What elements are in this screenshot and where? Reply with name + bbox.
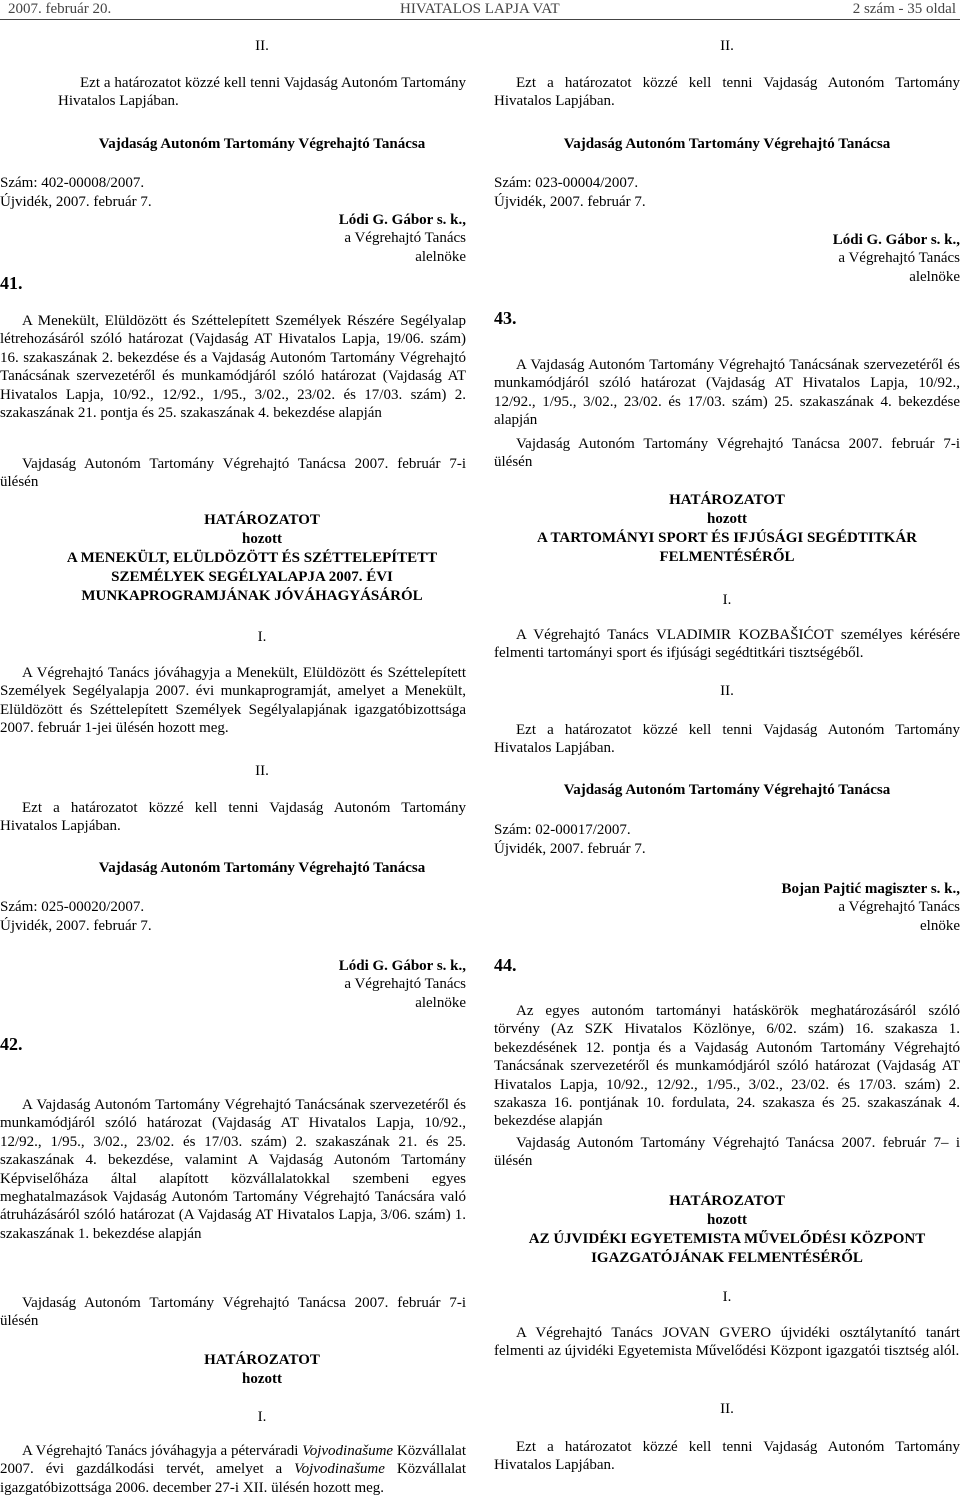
decision-43-title-2: FELMENTÉSÉRŐL [659,549,795,565]
signer-org: a Végrehajtó Tanács [838,250,960,267]
reference-number: Szám: 025-00020/2007. [0,899,145,915]
running-header [0,0,960,18]
decision-41-body: A Végrehajtó Tanács jóváhagyja a Menekült, Elüldözött és Széttelepített Személyek Segélyalapja 2007. évi munkaprogramját, amelyet a Menekült, Elüldözött és Széttelepített Személyek Segélyalapjának igazgatóbizottsága 2007. február 1-jei ülésén hozott meg. [0,665,466,737]
council-name: Vajdaság Autonóm Tartomány Végrehajtó Tanácsa [98,136,426,152]
signer-name: Lódi G. Gábor s. k., [338,958,466,974]
decision-43-body: A Végrehajtó Tanács VLADIMIR KOZBAŠIĆOT személyes kérésére felmenti tartományi sport és ifjúsági segédtitkári tisztségéből. [494,627,960,662]
section-roman: II. [255,38,269,54]
header-page: 2 szám - 35 oldal [852,1,956,17]
publication-clause: Ezt a határozatot közzé kell tenni Vajdaság Autonóm Tartomány Hivatalos Lapjában. [0,800,466,835]
signature-block [58,211,466,266]
signer-org: a Végrehajtó Tanács [838,899,960,916]
signer-name: Bojan Pajtić magiszter s. k., [781,881,960,897]
place-date: Újvidék, 2007. február 7. [0,194,152,210]
company-name: Vojvodinašume [294,1461,385,1478]
decision-43-title-1: A TARTOMÁNYI SPORT ÉS IFJÚSÁGI SEGÉDTITKÁR [536,530,917,546]
decision-43-preamble: A Vajdaság Autonóm Tartomány Végrehajtó Tanácsának szervezetéről és munkamódjáról szóló határozat (Vajdaság AT Hivatalos Lapja, 10/92., 12/92., 1/95., 3/02., 23/02. és 17/03. szám) 25. szakaszának 4. bekezdése alapján [494,357,960,429]
heading-hatarozatot: HATÁROZATOT [204,512,320,528]
signer-role: alelnöke [415,248,466,265]
reference-number: Szám: 023-00004/2007. [494,175,639,191]
heading-hozott: hozott [707,1212,747,1228]
council-name: Vajdaság Autonóm Tartomány Végrehajtó Tanácsa [563,136,891,152]
heading-hozott: hozott [707,511,747,527]
reference-number: Szám: 402-00008/2007. [0,175,145,191]
section-roman: II. [255,763,269,779]
decision-42-preamble: A Vajdaság Autonóm Tartomány Végrehajtó Tanácsának szervezetéről és munkamódjáról szóló határozat (Vajdaság AT Hivatalos Lapja, 10/92., 12/92., 1/95., 3/02., 23/02. és 17/03. szám) 2. szakaszának 21. és 25. szakaszának 4. bekezdése, valamint A Vajdaság Autonóm Tartomány Képviselőháza által alapított közvállalatokkal szembeni egyes meghatalmazások Vajdaság Autonóm Tartomány Végrehajtó Tanácsára való átruházásáról szóló határozat (A Vajdaság AT Hivatalos Lapja, 3/06. szám) 1. szakaszának 1. bekezdése alapján [0,1097,466,1242]
company-name: Vojvodinašume [302,1443,394,1459]
decision-number-42: 42. [0,1034,23,1054]
place-date: Újvidék, 2007. február 7. [0,918,152,934]
section-roman: I. [722,1289,732,1305]
section-roman: II. [720,38,734,54]
heading-hatarozatot: HATÁROZATOT [669,492,785,508]
signer-role: alelnöke [415,994,466,1011]
place-date: Újvidék, 2007. február 7. [494,841,646,857]
section-roman: II. [720,683,734,699]
decision-44-title-2: IGAZGATÓJÁNAK FELMENTÉSÉRŐL [591,1250,863,1266]
decision-41-preamble: A Menekült, Elüldözött és Széttelepített Személyek Részére Segélyalap létrehozásáról szóló határozat (Vajdaság AT Hivatalos Lapja, 19/06. szám) 16. szakaszának 2. bekezdése és a Vajdaság Autonóm Tartomány Végrehajtó Tanácsának szervezetéről és munkamódjáról szóló határozat (Vajdaság AT Hivatalos Lapja, 10/92., 12/92., 1/95., 3/02., 23/02. és 17/03. szám) 2. szakaszának 21. pontja és 25. szakaszának 4. bekezdése alapján [0,313,466,422]
section-roman: II. [720,1401,734,1417]
section-roman: I. [722,592,732,608]
decision-44-body: A Végrehajtó Tanács JOVAN GVERO újvidéki osztálytanító tanárt felmenti az újvidéki Egyetemista Művelődési Központ igazgatói tisztség alól. [494,1325,960,1360]
publication-clause: Ezt a határozatot közzé kell tenni Vajdaság Autonóm Tartomány Hivatalos Lapjában. [494,1439,960,1474]
place-date: Újvidék, 2007. február 7. [494,194,646,210]
signer-role: elnöke [920,917,960,934]
signature-block [494,231,960,286]
heading-hatarozatot: HATÁROZATOT [204,1352,320,1368]
signature-block [58,957,466,1012]
body-text: Közvállalat 2007. évi gazdálkodási tervét, amelyet a [0,1443,466,1478]
decision-41-session: Vajdaság Autonóm Tartomány Végrehajtó Tanácsa 2007. február 7-i ülésén [0,456,466,491]
reference-number: Szám: 02-00017/2007. [494,822,631,838]
decision-44-session: Vajdaság Autonóm Tartomány Végrehajtó Tanácsa 2007. február 7– i ülésén [494,1135,960,1170]
header-title: HIVATALOS LAPJA VAT [400,1,560,17]
decision-42-session: Vajdaság Autonóm Tartomány Végrehajtó Tanácsa 2007. február 7-i ülésén [0,1295,466,1330]
heading-hatarozatot: HATÁROZATOT [669,1193,785,1209]
publication-clause: Ezt a határozatot közzé kell tenni Vajdaság Autonóm Tartomány Hivatalos Lapjában. [494,75,960,110]
section-roman: I. [257,1409,267,1425]
signature-block [494,880,960,935]
publication-clause: Ezt a határozatot közzé kell tenni Vajdaság Autonóm Tartomány Hivatalos Lapjában. [58,75,466,110]
signer-org: a Végrehajtó Tanács [344,976,466,993]
header-date: 2007. február 20. [8,1,112,17]
signer-name: Lódi G. Gábor s. k., [338,212,466,228]
decision-41-title-1: A MENEKÜLT, ELÜLDÖZÖTT ÉS SZÉTTELEPÍTETT [66,550,438,566]
decision-number-43: 43. [494,308,517,328]
publication-clause: Ezt a határozatot közzé kell tenni Vajdaság Autonóm Tartomány Hivatalos Lapjában. [494,722,960,757]
council-name: Vajdaság Autonóm Tartomány Végrehajtó Tanácsa [98,860,426,876]
signer-name: Lódi G. Gábor s. k., [832,232,960,248]
signer-role: alelnöke [909,268,960,285]
heading-hozott: hozott [242,531,282,547]
decision-43-session: Vajdaság Autonóm Tartomány Végrehajtó Tanácsa 2007. február 7-i ülésén [494,436,960,471]
body-text: A Végrehajtó Tanács jóváhagyja a péterváradi [22,1443,303,1459]
decision-number-41: 41. [0,273,23,293]
header-rule [0,19,960,20]
section-roman: I. [257,629,267,645]
body-text: Közvállalat igazgatóbizottsága 2006. december 27-i XII. ülésén hozott meg. [0,1461,466,1496]
decision-41-title-2: SZEMÉLYEK SEGÉLYALAPJA 2007. ÉVI [111,569,393,585]
decision-44-title-1: AZ ÚJVIDÉKI EGYETEMISTA MŰVELŐDÉSI KÖZPONT [528,1231,926,1247]
heading-hozott: hozott [242,1371,282,1387]
decision-41-title-3: MUNKAPROGRAMJÁNAK JÓVÁHAGYÁSÁRÓL [81,588,423,604]
decision-42-body [0,1442,466,1497]
decision-44-preamble: Az egyes autonóm tartományi hatáskörök meghatározásáról szóló törvény (Az SZK Hivatalos Közlönye, 6/02. szám) 16. szakasza 1. bekezdésének 12. pontja és a Vajdaság Autonóm Tartomány Végrehajtó Tanácsának szervezetéről és munkamódjáról szóló határozat (Vajdaság AT Hivatalos Lapja, 10/92., 12/92., 1/95., 3/02., 23/02. és 17/03. szám) 2. szakasza 16. pontjának 10. fordulata, 24. szakasza és 25. szakaszának 4. bekezdése alapján [494,1003,960,1130]
council-name: Vajdaság Autonóm Tartomány Végrehajtó Tanácsa [563,782,891,798]
decision-number-44: 44. [494,955,517,975]
signer-org: a Végrehajtó Tanács [344,230,466,247]
